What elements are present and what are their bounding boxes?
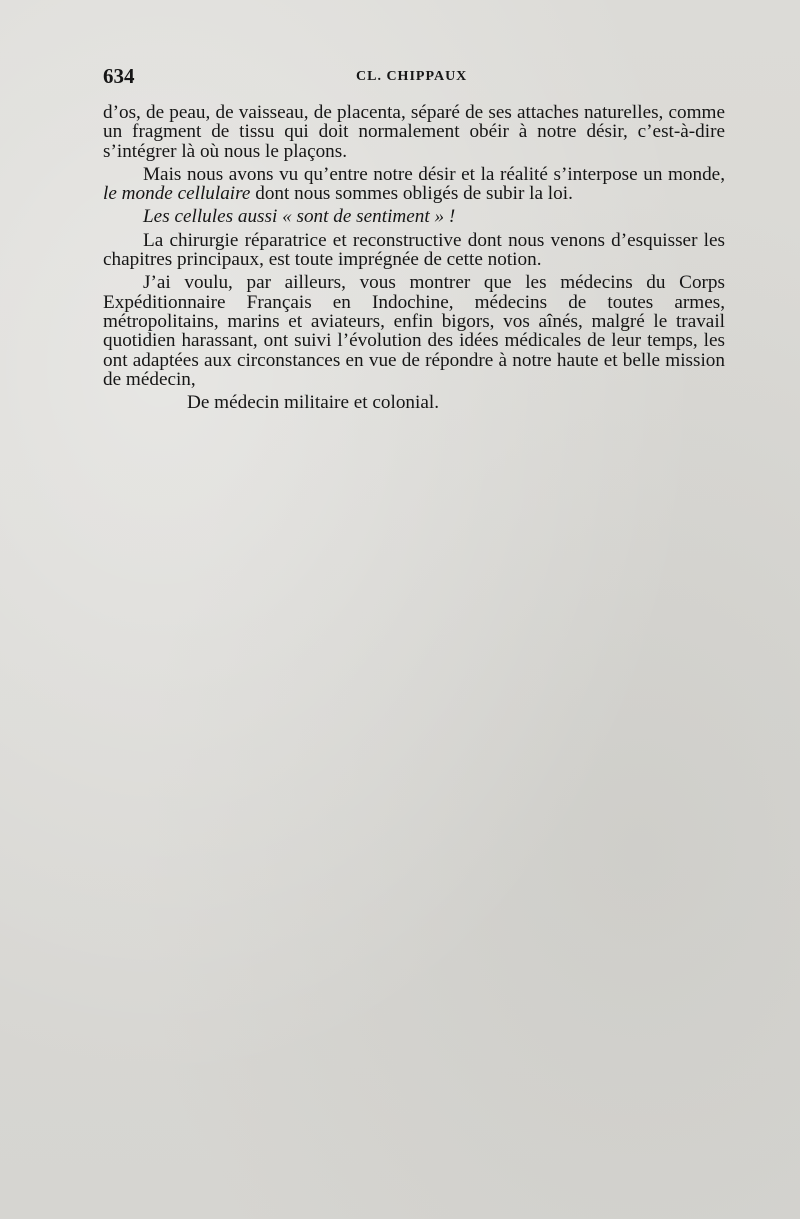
paragraph-4: La chirurgie réparatrice et reconstructive dont nous venons d’esquisser les chapitres principaux, est toute imprégnée de cette notion. [103,229,725,271]
paragraph-5: J’ai voulu, par ailleurs, vous montrer que les médecins du Corps Expéditionnaire Français en Indochine, médecins de toutes armes, métropolitains, marins et aviateurs, enfin bigors, vos aînés, malgré le travail quotidien harassant, ont suivi l’évolution des idées médicales de leur temps, les ont adaptées aux circonstances en vue de répondre à notre haute et belle mission de médecin, [103,272,725,390]
paragraph-2 [103,165,725,204]
paragraph-2-emphasis: le monde cellulaire [103,183,251,205]
paragraph-2-start: Mais nous avons vu qu’entre notre désir et la réalité s’interpose un monde, [143,163,725,185]
paragraph-3 [103,207,725,226]
running-head: CL. CHIPPAUX [356,69,468,84]
body-text [103,103,725,416]
page-header [103,64,723,90]
paragraph-6: De médecin militaire et colonial. [187,392,440,414]
page-number: 634 [103,64,135,88]
paragraph-1: d’os, de peau, de vaisseau, de placenta, séparé de ses attaches naturelles, comme un fragment de tissu qui doit normalement obéir à notre désir, c’est-à-dire s’intégrer là où nous le plaçons. [103,102,725,162]
paragraph-2-end: dont nous sommes obligés de subir la loi. [250,183,573,205]
paragraph-3-italic: Les cellules aussi « sont de sentiment » ! [143,206,456,228]
